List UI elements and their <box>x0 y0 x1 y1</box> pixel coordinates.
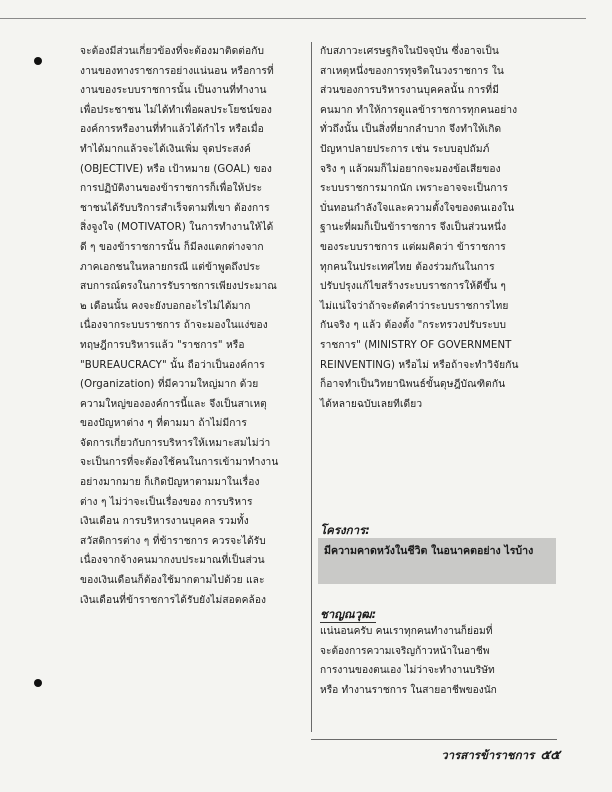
left-line: ๒ เดือนนั้น คงจะยังบอกอะไรไม่ได้มาก <box>80 300 251 312</box>
bottom-rule <box>311 739 557 740</box>
right-line: ราชการ" (MINISTRY OF GOVERNMENT <box>320 339 512 351</box>
left-line: ความใหญ่ขององค์การนี้และ จึงเป็นสาเหตุ <box>80 398 267 410</box>
left-line: สิ่งจูงใจ (MOTIVATOR) ในการทำงานให้ได้ <box>80 222 274 234</box>
margin-dot-bottom <box>34 679 42 687</box>
left-line: องค์การหรืองานที่ทำแล้วได้กำไร หรือเมื่อ <box>80 124 264 136</box>
page-footer <box>420 744 560 765</box>
left-line: จัดการเกี่ยวกับการบริหารให้เหมาะสมไม่ว่า <box>80 437 271 449</box>
left-line: ชาชนได้รับบริการสำเร็จตามที่เขา ต้องการ <box>80 202 270 214</box>
right-line: ของระบบราชการ แต่ผมคิดว่า ข้าราชการ <box>320 241 506 253</box>
left-line: การปฏิบัติงานของข้าราชการก็เพื่อให้ประ <box>80 183 263 195</box>
left-line: งานของระบบราชการนั้น เป็นงานที่ทำงาน <box>80 85 267 97</box>
project-section <box>320 519 370 539</box>
right-line: คนมาก ทำให้การดูแลข้าราชการทุกคนอย่าง <box>320 104 518 116</box>
right-line: บั่นทอนกำลังใจและความตั้งใจของตนเองใน <box>320 202 515 214</box>
project-question: มีความคาดหวังในชีวิต ในอนาคตอย่าง ไรบ้าง <box>324 545 534 557</box>
right-line: ระบบราชการมากนัก เพราะอาจจะเป็นการ <box>320 183 508 195</box>
reply-line: จะต้องการความเจริญก้าวหน้าในอาชีพ <box>320 645 490 657</box>
left-line: ทำได้มากแล้วจะได้เงินเพิ่ม จุดประสงค์ <box>80 143 251 155</box>
left-line: (OBJECTIVE) หรือ เป้าหมาย (GOAL) ของ <box>80 163 272 175</box>
margin-dot-top <box>34 57 42 65</box>
right-line: ฐานะที่ผมก็เป็นข้าราชการ จึงเป็นส่วนหนึ่ง <box>320 222 507 234</box>
right-line: ทั่วถึงนั้น เป็นสิ่งที่ยากลำบาก จึงทำให้เกิด <box>320 124 502 136</box>
left-line: จะต้องมีส่วนเกี่ยวข้องที่จะต้องมาติดต่อกับ <box>80 46 265 57</box>
left-column <box>80 42 312 610</box>
left-line: เนื่องจากจ้างคนมากงบประมาณที่เป็นส่วน <box>80 555 265 567</box>
left-line: เงินเดือน การบริหารงานบุคคล รวมทั้ง <box>80 516 249 528</box>
right-line: กับสภาวะเศรษฐกิจในปัจจุบัน ซึ่งอาจเป็น <box>320 46 499 57</box>
right-line: ทุกคนในประเทศไทย ต้องร่วมกันในการ <box>320 261 495 273</box>
left-line: จะเป็นการที่จะต้องใช้คนในการเข้ามาทำงาน <box>80 457 279 469</box>
left-line: ของปัญหาต่าง ๆ ที่ตามมา ถ้าไม่มีการ <box>80 418 247 430</box>
left-line: ภาคเอกชนในหลายกรณี แต่ข้าพูดถึงประ <box>80 261 261 273</box>
left-line: (Organization) ที่มีความใหญ่มาก ด้วย <box>80 379 259 391</box>
top-rule <box>0 18 586 19</box>
project-heading: โครงการ: <box>320 523 370 537</box>
reply-section <box>320 603 376 623</box>
right-column <box>320 42 554 414</box>
right-line: สาเหตุหนึ่งของการทุจริตในวงราชการ ใน <box>320 65 504 77</box>
left-line: "BUREAUCRACY" นั้น ถือว่าเป็นองค์การ <box>80 359 265 371</box>
right-line: ก็อาจทำเป็นวิทยานิพนธ์ขั้นดุษฎีบัณฑิตกัน <box>320 379 506 391</box>
right-line: ปัญหาปลายประการ เช่น ระบบอุปถัมภ์ <box>320 143 490 155</box>
left-line: ทฤษฎีการบริหารแล้ว "ราชการ" หรือ <box>80 339 245 351</box>
reply-line: หรือ ทำงานราชการ ในสายอาชีพของนัก <box>320 684 497 696</box>
magazine-name: วารสารข้าราชการ <box>441 748 535 762</box>
page-number: ๕๕ <box>540 748 560 763</box>
reply-body <box>320 622 554 700</box>
right-line: REINVENTING) หรือไม่ หรือถ้าจะทำวิจัยกัน <box>320 359 519 371</box>
left-line: ของเงินเดือนก็ต้องใช้มากตามไปด้วย และ <box>80 575 265 587</box>
right-line: ปรับปรุงแก้ไขสร้างระบบราชการให้ดีขึ้น ๆ <box>320 281 506 293</box>
right-line: ได้หลายฉบับเลยทีเดียว <box>320 398 423 410</box>
column-divider <box>311 42 312 732</box>
right-line: ส่วนของการบริหารงานบุคคลนั้น การที่มี <box>320 85 500 97</box>
left-line: สบการณ์ตรงในการรับราชการเพียงประมาณ <box>80 281 277 293</box>
left-line: สวัสดิการต่าง ๆ ที่ข้าราชการ ควรจะได้รับ <box>80 535 266 547</box>
reply-line: แน่นอนครับ คนเราทุกคนทำงานก็ย่อมที่ <box>320 626 493 637</box>
left-line: งานของทางราชการอย่างแน่นอน หรือการที่ <box>80 65 274 77</box>
left-line: เงินเดือนที่ข้าราชการได้รับยังไม่สอดคล้อง <box>80 594 267 606</box>
right-line: ไม่แน่ใจว่าถ้าจะตัดคำว่าระบบราชการไทย <box>320 300 509 312</box>
right-line: จริง ๆ แล้วผมก็ไม่อยากจะมองข้อเสียของ <box>320 163 501 175</box>
project-question-box <box>318 538 556 584</box>
left-line: ต่าง ๆ ไม่ว่าจะเป็นเรื่องของ การบริหาร <box>80 496 253 508</box>
reply-heading: ชาญณวุฒ: <box>320 607 377 621</box>
left-line: เพื่อประชาชน ไม่ได้ทำเพื่อผลประโยชน์ของ <box>80 104 272 116</box>
right-line: กันจริง ๆ แล้ว ต้องตั้ง "กระทรวงปรับระบบ <box>320 320 507 332</box>
reply-line: การงานของตนเอง ไม่ว่าจะทำงานบริษัท <box>320 665 495 677</box>
left-line: ดี ๆ ของข้าราชการนั้น ก็มีลงแตกต่างจาก <box>80 241 264 253</box>
left-line: อย่างมากมาย ก็เกิดปัญหาตามมาในเรื่อง <box>80 477 260 489</box>
left-line: เนื่องจากระบบราชการ ถ้าจะมองในแง่ของ <box>80 320 268 332</box>
